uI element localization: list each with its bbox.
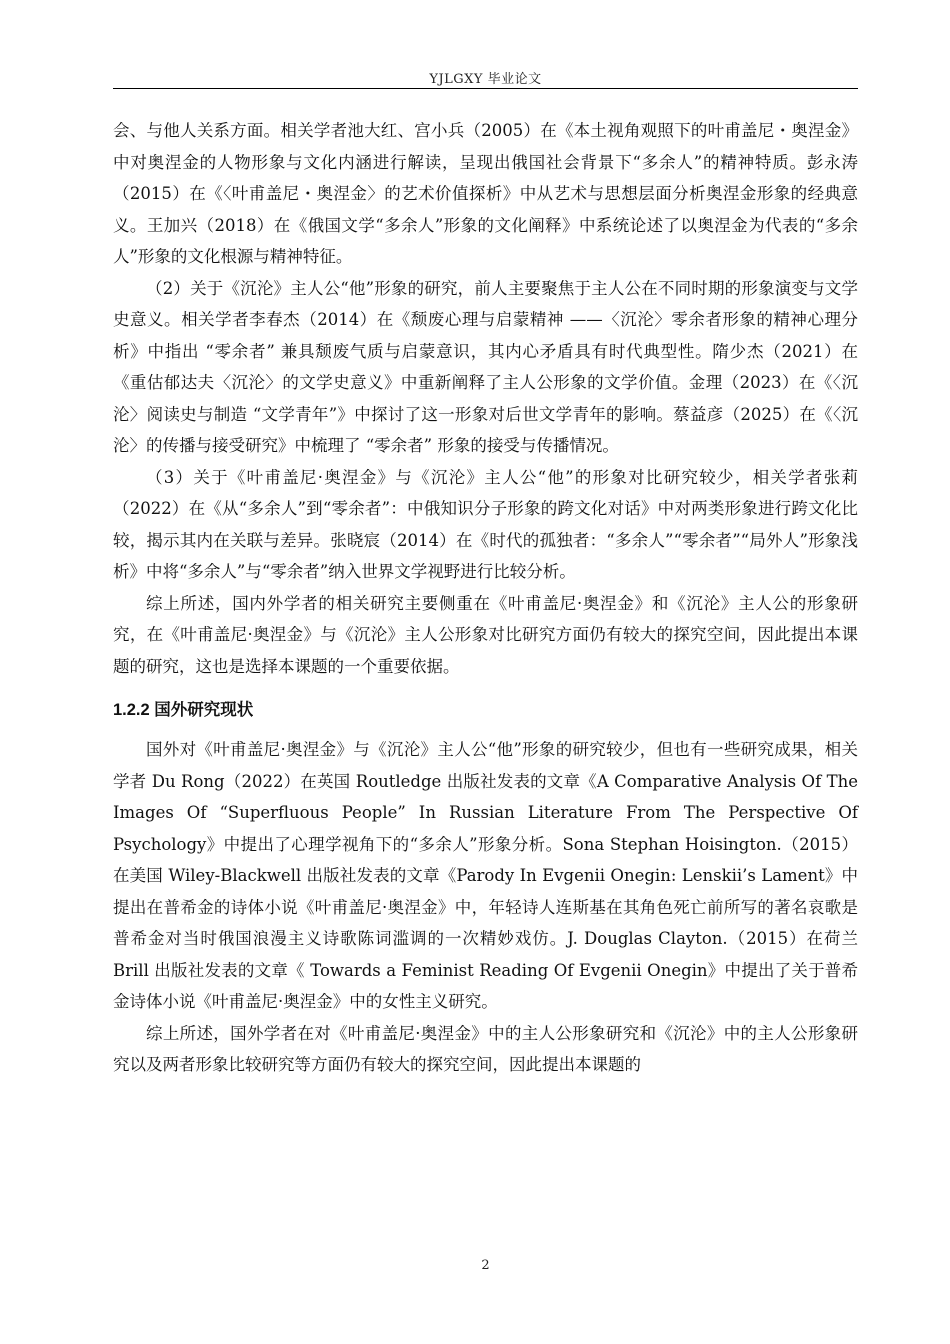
body-paragraph: （3）关于《叶甫盖尼·奥涅金》与《沉沦》主人公“他”的形象对比研究较少，相关学者张莉（2022）在《从“多余人”到“零余者”：中俄知识分子形象的跨文化对话》中对两类形象进行跨文化比较，揭示其内在关联与差异。张晓宸（2014）在《时代的孤独者：“多余人”“零余者”“局外人”形象浅析》中将“多余人”与“零余者”纳入世界文学视野进行比较分析。 [113,467,858,581]
header-rule [113,88,858,89]
section-heading: 1.2.2 国外研究现状 [113,701,254,719]
body-paragraph: （2）关于《沉沦》主人公“他”形象的研究，前人主要聚焦于主人公在不同时期的形象演变与文学史意义。相关学者李春杰（2014）在《颓废心理与启蒙精神 ——〈沉沦〉零余者形象的精神心理分析》中指出 “零余者” 兼具颓废气质与启蒙意识，其内心矛盾具有时代典型性。隋少杰（2021）在《重估郁达夫〈沉沦〉的文学史意义》中重新阐释了主人公形象的文学价值。金理（2023）在《〈沉沦〉阅读史与制造 “文学青年”》中探讨了这一形象对后世文学青年的影响。蔡益彦（2025）在《〈沉沦〉的传播与接受研究》中梳理了 “零余者” 形象的接受与传播情况。 [113,278,858,455]
page-body [113,115,858,1081]
page-header: YJLGXY 毕业论文 [429,72,542,87]
body-paragraph: 综上所述，国内外学者的相关研究主要侧重在《叶甫盖尼·奥涅金》和《沉沦》主人公的形象研究，在《叶甫盖尼·奥涅金》与《沉沦》主人公形象对比研究方面仍有较大的探究空间，因此提出本课题的研究，这也是选择本课题的一个重要依据。 [113,593,858,676]
body-paragraph: 会、与他人关系方面。相关学者池大红、宫小兵（2005）在《本土视角观照下的叶甫盖尼・奥涅金》中对奥涅金的人物形象与文化内涵进行解读，呈现出俄国社会背景下“多余人”的精神特质。彭永涛（2015）在《〈叶甫盖尼・奥涅金〉的艺术价值探析》中从艺术与思想层面分析奥涅金形象的经典意义。王加兴（2018）在《俄国文学“多余人”形象的文化阐释》中系统论述了以奥涅金为代表的“多余人”形象的文化根源与精神特征。 [113,121,858,266]
body-paragraph: 国外对《叶甫盖尼·奥涅金》与《沉沦》主人公“他”形象的研究较少，但也有一些研究成果，相关学者 Du Rong（2022）在英国 Routledge 出版社发表的文章《A Comparative Analysis Of The Images Of “Superfluous People” In Russian Literature From The Perspective Of Psychology》中提出了心理学视角下的“多余人”形象分析。Sona Stephan Hoisington.（2015）在美国 Wiley-Blackwell 出版社发表的文章《Parody In Evgenii Onegin: Lenskii’s Lament》中提出在普希金的诗体小说《叶甫盖尼·奥涅金》中，年轻诗人连斯基在其角色死亡前所写的著名哀歌是普希金对当时俄国浪漫主义诗歌陈词滥调的一次精妙戏仿。J. Douglas Clayton.（2015）在荷兰 Brill 出版社发表的文章《 Towards a Feminist Reading Of Evgenii Onegin》中提出了关于普希金诗体小说《叶甫盖尼·奥涅金》中的女性主义研究。 [113,740,858,1011]
body-paragraph: 综上所述，国外学者在对《叶甫盖尼·奥涅金》中的主人公形象研究和《沉沦》中的主人公形象研究以及两者形象比较研究等方面仍有较大的探究空间，因此提出本课题的 [113,1023,858,1074]
page-number: 2 [481,1258,490,1273]
